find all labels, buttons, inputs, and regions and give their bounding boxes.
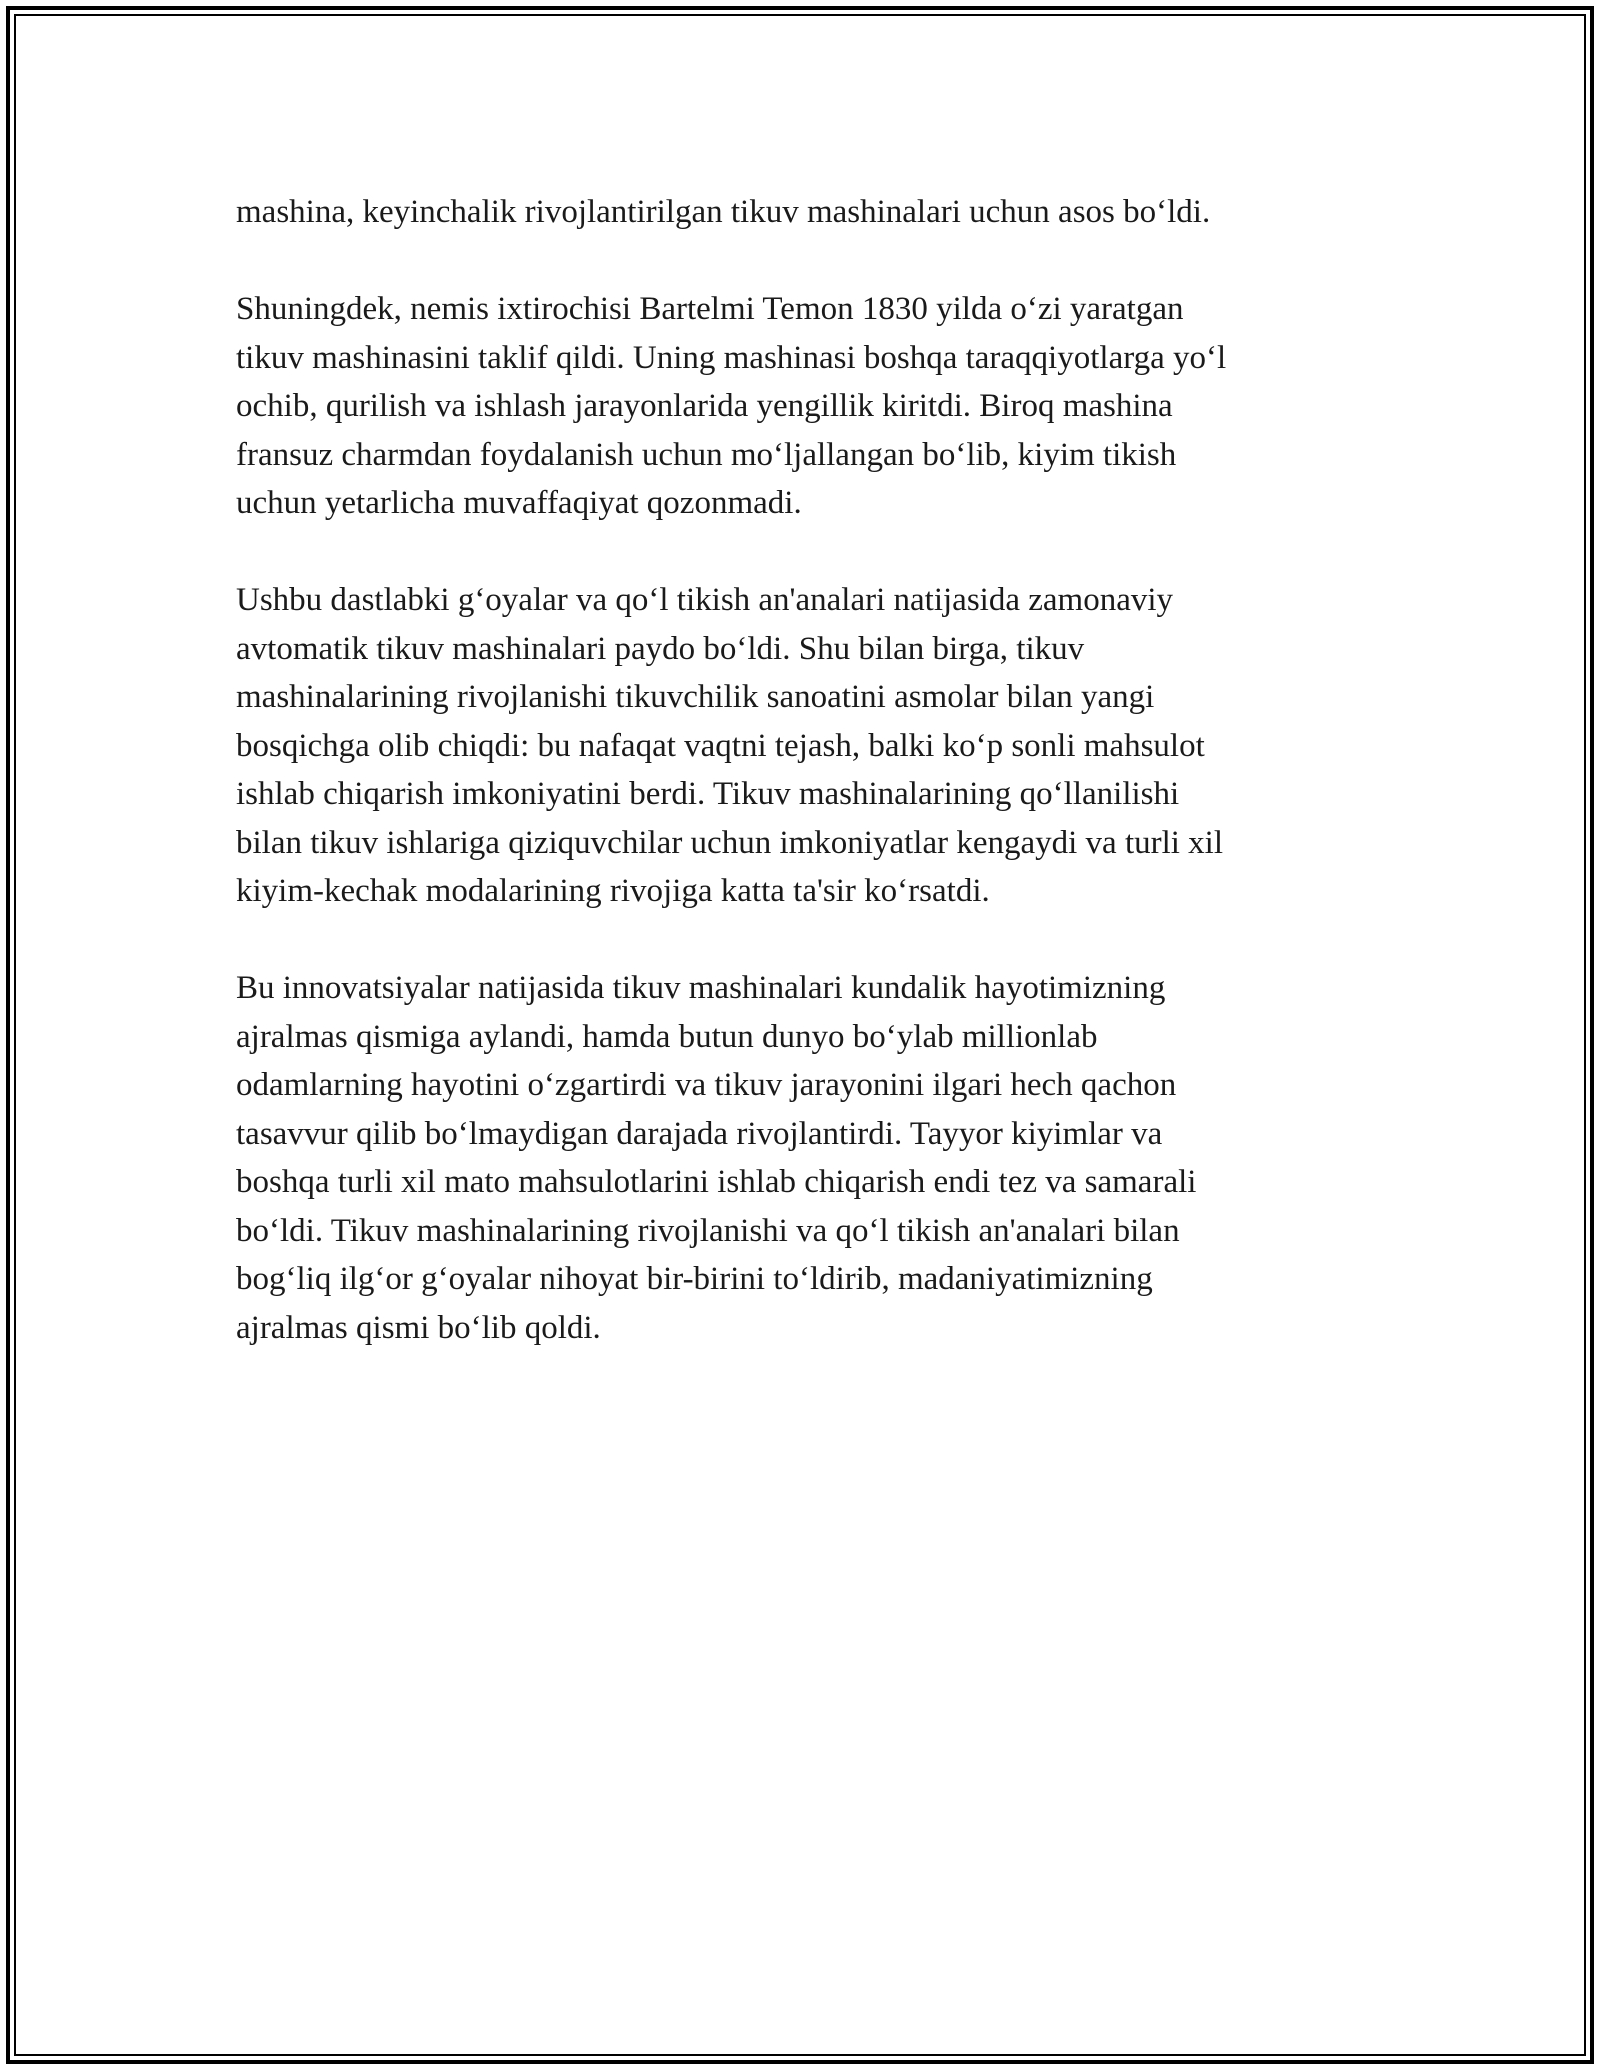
text-line: Shuningdek, nemis ixtirochisi Bartelmi Temon 1830 yilda o‘zi yaratgan bbox=[236, 291, 1184, 327]
paragraph-4 bbox=[236, 964, 1356, 1352]
text-line: fransuz charmdan foydalanish uchun mo‘ljallangan bo‘lib, kiyim tikish bbox=[236, 436, 1177, 473]
text-line: bo‘ldi. Tikuv mashinalarining rivojlanishi va qo‘l tikish an'analari bilan bbox=[236, 1212, 1180, 1249]
text-line: ishlab chiqarish imkoniyatini berdi. Tikuv mashinalarining qo‘llanilishi bbox=[236, 776, 1180, 812]
text-line: mashinalarining rivojlanishi tikuvchilik sanoatini asmolar bilan yangi bbox=[236, 679, 1155, 715]
text-line: tasavvur qilib bo‘lmaydigan darajada rivojlantirdi. Tayyor kiyimlar va bbox=[236, 1115, 1163, 1152]
text-line: ajralmas qismi bo‘lib qoldi. bbox=[236, 1309, 601, 1346]
text-line: bilan tikuv ishlariga qiziquvchilar uchun imkoniyatlar kengaydi va turli xil bbox=[236, 824, 1224, 861]
text-line: bog‘liq ilg‘or g‘oyalar nihoyat bir-birini to‘ldirib, madaniyatimizning bbox=[236, 1261, 1153, 1297]
text-line: avtomatik tikuv mashinalari paydo bo‘ldi. Shu bilan birga, tikuv bbox=[236, 630, 1085, 667]
text-line: ajralmas qismiga aylandi, hamda butun dunyo bo‘ylab millionlab bbox=[236, 1018, 1098, 1055]
document-body bbox=[236, 188, 1356, 1401]
text-line: kiyim-kechak modalarining rivojiga katta ta'sir ko‘rsatdi. bbox=[236, 873, 990, 909]
text-line: ochib, qurilish va ishlash jarayonlarida yengillik kiritdi. Biroq mashina bbox=[236, 388, 1173, 424]
text-line: odamlarning hayotini o‘zgartirdi va tikuv jarayonini ilgari hech qachon bbox=[236, 1067, 1177, 1103]
text-line: bosqichga olib chiqdi: bu nafaqat vaqtni tejash, balki ko‘p sonli mahsulot bbox=[236, 727, 1205, 764]
text-line: boshqa turli xil mato mahsulotlarini ishlab chiqarish endi tez va samarali bbox=[236, 1164, 1197, 1200]
text-line: Bu innovatsiyalar natijasida tikuv mashinalari kundalik hayotimizning bbox=[236, 970, 1166, 1006]
paragraph-1 bbox=[236, 188, 1356, 237]
text-line: mashina, keyinchalik rivojlantirilgan tikuv mashinalari uchun asos bo‘ldi. bbox=[236, 194, 1211, 230]
paragraph-2 bbox=[236, 285, 1356, 528]
text-line: Ushbu dastlabki g‘oyalar va qo‘l tikish an'analari natijasida zamonaviy bbox=[236, 582, 1174, 618]
text-line: uchun yetarlicha muvaffaqiyat qozonmadi. bbox=[236, 485, 802, 521]
text-line: tikuv mashinasini taklif qildi. Uning mashinasi boshqa taraqqiyotlarga yo‘l bbox=[236, 339, 1227, 376]
paragraph-3 bbox=[236, 576, 1356, 916]
